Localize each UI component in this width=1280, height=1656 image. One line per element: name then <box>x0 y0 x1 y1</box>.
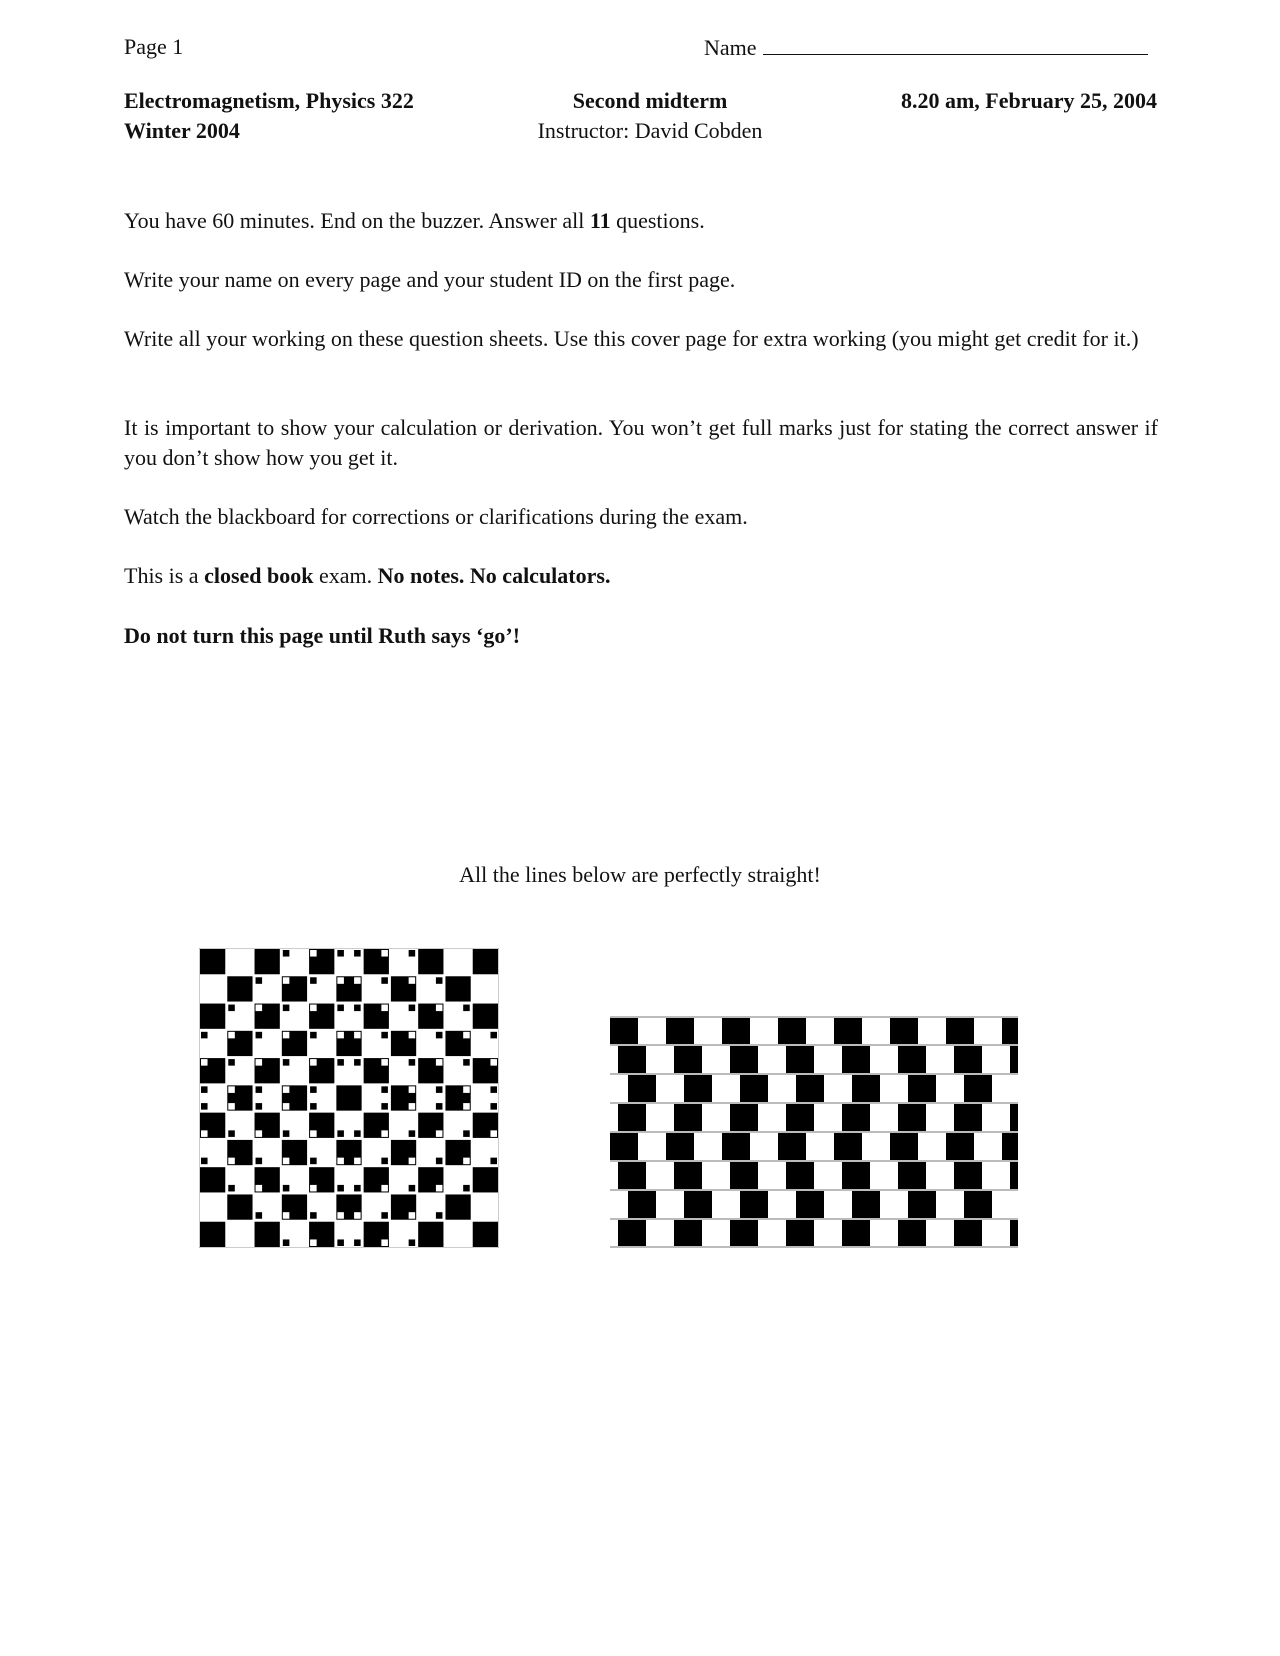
cafe-wall-tile <box>786 1162 814 1189</box>
cafe-wall-tile <box>898 1046 926 1073</box>
checker-mini-square <box>256 977 263 984</box>
checker-mini-square <box>256 1005 263 1012</box>
exam-title: Second midterm <box>572 88 728 113</box>
cafe-wall-tile <box>684 1075 712 1102</box>
checker-mini-square <box>310 1032 317 1039</box>
cafe-wall-tile <box>786 1104 814 1131</box>
cafe-wall-tile <box>722 1017 750 1044</box>
cafe-wall-tile <box>674 1104 702 1131</box>
page-number: Page 1 <box>124 34 184 59</box>
checker-mini-square <box>381 1185 388 1192</box>
checker-mini-square <box>283 1086 290 1093</box>
checker-mini-square <box>409 1212 416 1219</box>
checker-mini-square <box>463 1059 470 1066</box>
cafe-wall-tile <box>730 1046 758 1073</box>
checker-mini-square <box>354 1212 361 1219</box>
cafe-wall-tile <box>954 1046 982 1073</box>
illusion-caption: All the lines below are perfectly straight! <box>459 862 821 887</box>
checker-mini-square <box>436 1059 443 1066</box>
checker-mini-square <box>436 1086 443 1093</box>
checker-mini-square <box>354 977 361 984</box>
cafe-wall-tile <box>1010 1104 1018 1131</box>
cafe-wall-tile <box>674 1046 702 1073</box>
cafe-wall-tile <box>666 1017 694 1044</box>
checker-mini-square <box>354 1185 361 1192</box>
checker-mini-square <box>436 1032 443 1039</box>
checker-mini-square <box>381 1239 388 1246</box>
cafe-wall-tile <box>674 1162 702 1189</box>
checker-mini-square <box>201 1130 208 1137</box>
checker-square <box>418 1222 443 1247</box>
checker-mini-square <box>436 1212 443 1219</box>
checker-mini-square <box>354 1130 361 1137</box>
closed-book-text-mid: exam. <box>313 563 378 588</box>
checker-mini-square <box>381 1158 388 1165</box>
checker-mini-square <box>283 1158 290 1165</box>
cafe-wall-tile <box>852 1075 880 1102</box>
checker-mini-square <box>310 1185 317 1192</box>
checker-mini-square <box>201 1059 208 1066</box>
checker-mini-square <box>283 1005 290 1012</box>
cafe-wall-tile <box>834 1133 862 1160</box>
cafe-wall-tile <box>730 1104 758 1131</box>
instruction-name: Write your name on every page and your student ID on the first page. <box>124 267 736 292</box>
checker-square <box>336 1085 361 1110</box>
name-field <box>704 32 1148 63</box>
cafe-wall-tile <box>740 1075 768 1102</box>
checker-mini-square <box>354 1005 361 1012</box>
checker-mini-square <box>409 977 416 984</box>
checker-square <box>200 1167 225 1192</box>
checker-square <box>255 1222 280 1247</box>
checker-mini-square <box>283 950 290 957</box>
instruction-time-text-end: questions. <box>610 208 705 233</box>
cafe-wall-tile <box>778 1133 806 1160</box>
no-notes-bold: No notes. No calculators. <box>377 563 611 588</box>
instruction-time <box>124 206 1158 236</box>
cafe-wall-tile <box>964 1191 992 1218</box>
checker-mini-square <box>337 977 344 984</box>
checker-mini-square <box>354 950 361 957</box>
checker-mini-square <box>354 1239 361 1246</box>
checker-mini-square <box>337 1212 344 1219</box>
closed-book-text: This is a <box>124 563 205 588</box>
checker-mini-square <box>283 1239 290 1246</box>
checker-mini-square <box>201 1032 208 1039</box>
cafe-wall-tile <box>796 1191 824 1218</box>
cafe-wall-tile <box>954 1162 982 1189</box>
checker-mini-square <box>463 1185 470 1192</box>
checker-mini-square <box>228 1130 235 1137</box>
checker-mini-square <box>490 1130 497 1137</box>
checker-mini-square <box>463 1032 470 1039</box>
checker-mini-square <box>337 1032 344 1039</box>
cafe-wall-tile <box>898 1104 926 1131</box>
cafe-wall-tile <box>786 1220 814 1247</box>
instruction-time-text: You have 60 minutes. End on the buzzer. Answer all <box>124 208 590 233</box>
checker-square <box>227 976 252 1001</box>
checker-mini-square <box>490 1059 497 1066</box>
instruction-do-not-turn: Do not turn this page until Ruth says ‘go’! <box>124 623 521 648</box>
checker-mini-square <box>337 1005 344 1012</box>
checker-mini-square <box>256 1032 263 1039</box>
cafe-wall-tile <box>628 1075 656 1102</box>
checker-mini-square <box>490 1158 497 1165</box>
exam-datetime: 8.20 am, February 25, 2004 <box>900 88 1157 113</box>
checker-mini-square <box>409 950 416 957</box>
cafe-wall-tile <box>834 1017 862 1044</box>
checker-mini-square <box>310 977 317 984</box>
checker-mini-square <box>381 1005 388 1012</box>
checker-mini-square <box>436 1185 443 1192</box>
checker-mini-square <box>256 1059 263 1066</box>
checker-mini-square <box>310 1059 317 1066</box>
cafe-wall-tile <box>1002 1133 1018 1160</box>
cafe-wall-tile <box>610 1133 638 1160</box>
checker-mini-square <box>256 1185 263 1192</box>
cafe-wall-tile <box>618 1220 646 1247</box>
checker-mini-square <box>463 1158 470 1165</box>
checker-square <box>473 1004 498 1029</box>
name-label: Name <box>704 35 757 60</box>
checker-square <box>473 1167 498 1192</box>
checker-mini-square <box>409 1239 416 1246</box>
cafe-wall-tile <box>666 1133 694 1160</box>
cafe-wall-tile <box>628 1191 656 1218</box>
cafe-wall-tile <box>610 1017 638 1044</box>
instruction-blackboard: Watch the blackboard for corrections or clarifications during the exam. <box>124 504 748 529</box>
checker-mini-square <box>283 1130 290 1137</box>
checker-mini-square <box>436 1103 443 1110</box>
cafe-wall-tile <box>890 1017 918 1044</box>
cafe-wall-tile <box>730 1220 758 1247</box>
checker-mini-square <box>354 1059 361 1066</box>
cafe-wall-tile <box>1010 1220 1018 1247</box>
checker-square <box>473 949 498 974</box>
cafe-wall-tile <box>796 1075 824 1102</box>
checker-mini-square <box>381 1130 388 1137</box>
checker-mini-square <box>310 1103 317 1110</box>
cafe-wall-tile <box>1010 1162 1018 1189</box>
name-blank-line <box>763 32 1148 55</box>
checker-mini-square <box>381 1059 388 1066</box>
checker-mini-square <box>283 1059 290 1066</box>
checker-mini-square <box>463 1103 470 1110</box>
checker-mini-square <box>283 1212 290 1219</box>
checker-mini-square <box>337 1185 344 1192</box>
cafe-wall-tile <box>778 1017 806 1044</box>
checker-square <box>473 1222 498 1247</box>
checker-square <box>445 976 470 1001</box>
cafe-wall-tile <box>786 1046 814 1073</box>
checker-mini-square <box>201 1086 208 1093</box>
cafe-wall-tile <box>842 1220 870 1247</box>
checker-square <box>418 949 443 974</box>
cafe-wall-tile <box>908 1191 936 1218</box>
cafe-wall-tile <box>964 1075 992 1102</box>
checker-mini-square <box>337 1130 344 1137</box>
cafe-wall-tile <box>908 1075 936 1102</box>
checker-mini-square <box>228 1005 235 1012</box>
checker-mini-square <box>256 1086 263 1093</box>
checker-mini-square <box>381 950 388 957</box>
checker-mini-square <box>490 1032 497 1039</box>
checker-mini-square <box>409 1059 416 1066</box>
checker-mini-square <box>436 977 443 984</box>
checker-mini-square <box>228 1103 235 1110</box>
cafe-wall-tile <box>740 1191 768 1218</box>
checker-mini-square <box>354 1158 361 1165</box>
checker-mini-square <box>409 1158 416 1165</box>
checker-mini-square <box>409 1185 416 1192</box>
cafe-wall-tile <box>684 1191 712 1218</box>
checker-mini-square <box>283 1185 290 1192</box>
checker-mini-square <box>409 1086 416 1093</box>
checker-mini-square <box>228 1032 235 1039</box>
cafe-wall-tile <box>954 1104 982 1131</box>
instruction-working: Write all your working on these question sheets. Use this cover page for extra working (you might get credit for it.) <box>124 326 1139 351</box>
checker-mini-square <box>463 1086 470 1093</box>
checker-mini-square <box>381 1032 388 1039</box>
cafe-wall-illusion <box>610 1016 1018 1248</box>
checker-mini-square <box>201 1158 208 1165</box>
checker-mini-square <box>490 1103 497 1110</box>
checker-mini-square <box>337 950 344 957</box>
checker-mini-square <box>256 1103 263 1110</box>
checker-mini-square <box>310 1239 317 1246</box>
instruction-closed-book <box>124 561 1158 591</box>
checker-mini-square <box>228 1158 235 1165</box>
checker-mini-square <box>337 1158 344 1165</box>
checker-mini-square <box>310 1005 317 1012</box>
checker-mini-square <box>310 1086 317 1093</box>
cafe-wall-tile <box>954 1220 982 1247</box>
checker-square <box>255 949 280 974</box>
cafe-wall-tile <box>1010 1046 1018 1073</box>
cafe-wall-tile <box>842 1162 870 1189</box>
checker-mini-square <box>256 1158 263 1165</box>
checker-mini-square <box>228 1086 235 1093</box>
checker-mini-square <box>409 1032 416 1039</box>
cafe-wall-tile <box>674 1220 702 1247</box>
course-title: Electromagnetism, Physics 322 <box>124 88 414 113</box>
bulging-checkerboard-illusion <box>199 948 499 1248</box>
checker-mini-square <box>337 1239 344 1246</box>
question-count: 11 <box>589 208 611 233</box>
checker-square <box>200 949 225 974</box>
checker-mini-square <box>310 1130 317 1137</box>
checker-mini-square <box>381 1086 388 1093</box>
checker-mini-square <box>310 950 317 957</box>
checker-mini-square <box>310 1158 317 1165</box>
checker-mini-square <box>228 1185 235 1192</box>
checker-mini-square <box>228 1059 235 1066</box>
checker-mini-square <box>490 1086 497 1093</box>
cafe-wall-tile <box>946 1133 974 1160</box>
checker-mini-square <box>283 1032 290 1039</box>
checker-mini-square <box>463 1130 470 1137</box>
checker-mini-square <box>310 1212 317 1219</box>
checker-square <box>227 1194 252 1219</box>
checker-mini-square <box>381 1212 388 1219</box>
instructor: Instructor: David Cobden <box>537 118 763 143</box>
cafe-wall-tile <box>898 1162 926 1189</box>
cafe-wall-tile <box>730 1162 758 1189</box>
cafe-wall-tile <box>946 1017 974 1044</box>
checker-mini-square <box>381 1103 388 1110</box>
checker-mini-square <box>256 1130 263 1137</box>
checker-mini-square <box>256 1212 263 1219</box>
cafe-wall-tile <box>842 1104 870 1131</box>
checker-mini-square <box>283 1103 290 1110</box>
cafe-wall-tile <box>618 1046 646 1073</box>
checker-square <box>200 1004 225 1029</box>
checker-mini-square <box>436 1158 443 1165</box>
checker-mini-square <box>409 1103 416 1110</box>
checker-square <box>200 1222 225 1247</box>
cafe-wall-tile <box>618 1162 646 1189</box>
cafe-wall-tile <box>842 1046 870 1073</box>
instruction-derivation: It is important to show your calculation or derivation. You won’t get full marks just for stating the correct answer if you don’t show how you get it. <box>124 415 1158 470</box>
checker-mini-square <box>436 1130 443 1137</box>
checker-mini-square <box>283 977 290 984</box>
cafe-wall-tile <box>852 1191 880 1218</box>
closed-book-bold: closed book <box>204 563 314 588</box>
course-term: Winter 2004 <box>124 118 240 143</box>
cafe-wall-tile <box>1002 1017 1018 1044</box>
checker-mini-square <box>337 1059 344 1066</box>
checker-mini-square <box>436 1005 443 1012</box>
cafe-wall-tile <box>890 1133 918 1160</box>
checker-mini-square <box>381 977 388 984</box>
checker-mini-square <box>463 1005 470 1012</box>
checker-mini-square <box>354 1032 361 1039</box>
checker-mini-square <box>201 1103 208 1110</box>
cafe-wall-tile <box>898 1220 926 1247</box>
checker-mini-square <box>409 1005 416 1012</box>
checker-square <box>445 1194 470 1219</box>
cafe-wall-tile <box>722 1133 750 1160</box>
cafe-wall-tile <box>618 1104 646 1131</box>
checker-mini-square <box>409 1130 416 1137</box>
